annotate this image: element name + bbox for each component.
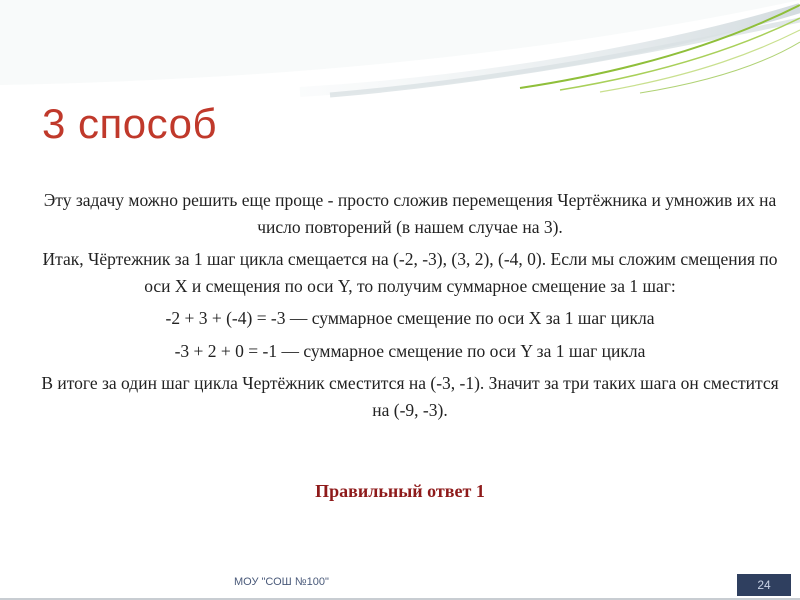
footer-organization: МОУ "СОШ №100" [234,576,329,588]
slide-title: 3 способ [42,100,218,147]
paragraph-intro: Эту задачу можно решить еще проще - просто сложив перемещения Чертёжника и умножив их на число повторений (в нашем случае на 3). [43,190,777,237]
equation-x: -2 + 3 + (-4) = -3 — суммарное смещение по оси X за 1 шаг цикла [165,308,655,328]
correct-answer: Правильный ответ 1 [315,481,485,501]
paragraph-displacements: Итак, Чёртежник за 1 шаг цикла смещается на (-2, -3), (3, 2), (-4, 0). Если мы сложим смещения по оси X и смещения по оси Y, то получим суммарное смещение за 1 шаг: [42,249,778,296]
slide-body [40,187,780,429]
paragraph-conclusion: В итоге за один шаг цикла Чертёжник сместится на (-3, -1). Значит за три таких шага он сместится на (-9, -3). [41,373,779,420]
equation-y: -3 + 2 + 0 = -1 — суммарное смещение по оси Y за 1 шаг цикла [174,340,646,361]
page-number: 24 [737,574,791,596]
